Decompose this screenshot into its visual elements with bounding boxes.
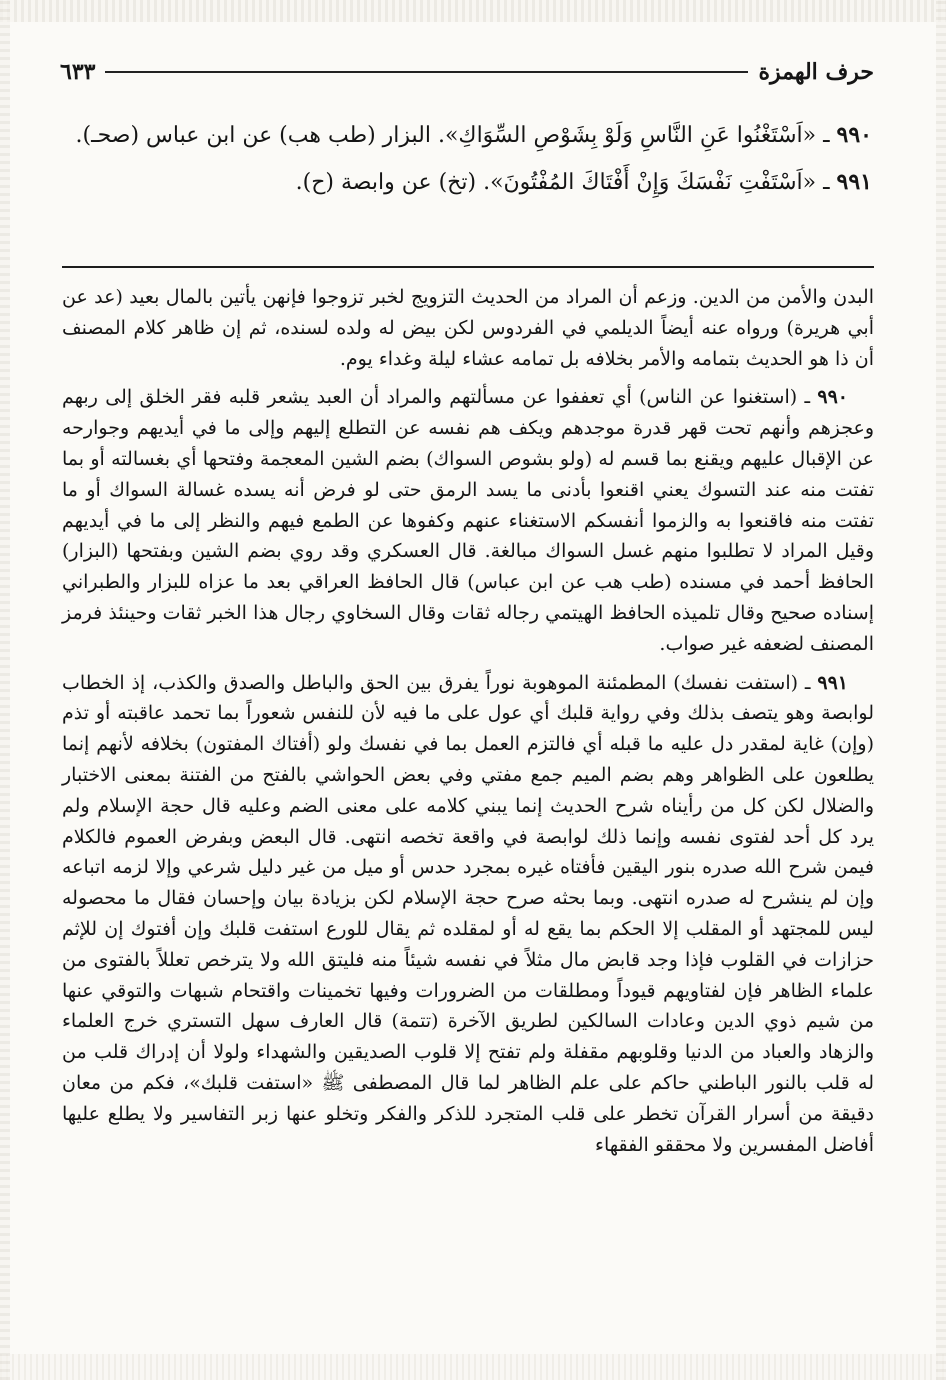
- hadith-body: ـ «اَسْتَغْنُوا عَنِ النَّاسِ وَلَوْ بِشَوْصِ السِّوَاكِ». البزار (طب هب) عن ابن عباس (صحـ).: [75, 123, 837, 148]
- commentary-body: ـ (استغنوا عن الناس) أي تعففوا عن مسألتهم والمراد أن العبد يشعر قلبه فقر الخلق إلى ربهم وعجزهم وأنهم تحت قهر قدرة موجدهم ويكف هم نفسه عن التطلع إليهم وإلى ما في أيديهم وجوارحه عن الإقبال عليهم ويقنع بما قسم له (ولو بشوص السواك) بضم الشين المعجمة وفتحها أي بغسالته أو بما تفتت منه عند التسوك يعني اقنعوا بأدنى ما يسد الرمق حتى لو فرض أنه يسده غسالة السواك أو ما تفتت منه فاقنعوا به والزموا أنفسكم الاستغناء عنهم وكفوها عن الطمع فيهم والنظر إلى ما في أيديهم وقيل المراد لا تطلبوا منهم غسل السواك مبالغة. قال العسكري وقد روي بضم الشين وبفتحها (البزار) الحافظ أحمد في مسنده (طب هب عن ابن عباس) قال الحافظ العراقي بعد ما عزاه للبزار والطبراني إسناده صحيح وقال تلميذه الحافظ الهيتمي رجاله ثقات وقال السخاوي رجال هذا الخبر ثقات وحينئذ فرمز المصنف لضعفه غير صواب.: [62, 386, 874, 655]
- commentary-990: [62, 382, 874, 659]
- hadith-991: [62, 159, 872, 206]
- commentary-991: [62, 668, 874, 1161]
- running-header: [60, 54, 874, 90]
- hadith-number: ٩٩١: [836, 169, 872, 195]
- chapter-title: حرف الهمزة: [758, 59, 874, 85]
- page-edge-left: [0, 0, 10, 1380]
- commentary-block: [62, 282, 874, 1168]
- hadith-number: ٩٩٠: [836, 122, 872, 148]
- header-rule: [105, 71, 748, 73]
- page-number: ٦٣٣: [60, 59, 96, 85]
- hadith-body: ـ «اَسْتَفْتِ نَفْسَكَ وَإِنْ أَفْتَاكَ المُفْتُونَ». (تخ) عن وابصة (ح).: [295, 170, 837, 195]
- commentary-intro: البدن والأمن من الدين. وزعم أن المراد من الحديث التزويج لخبر تزوجوا فإنهن يأتين بالمال بعيد (عد عن أبي هريرة) ورواه عنه أيضاً الديلمي في الفردوس لكن بيض له ولده لسنده، ثم إن ظاهر كلام المصنف أن ذا هو الحديث بتمامه والأمر بخلافه بل تمامه عشاء ليلة وغداء يوم.: [62, 286, 874, 370]
- page-edge-top: [0, 0, 946, 22]
- section-divider: [62, 266, 874, 268]
- commentary-number: ٩٩١: [817, 671, 848, 694]
- hadith-990: [62, 112, 872, 159]
- commentary-body: ـ (استفت نفسك) المطمئنة الموهوبة نوراً يفرق بين الحق والباطل والصدق والكذب، إذ الخطاب لوابصة وهو يتصف بذلك وفي رواية قلبك أي عول على ما فيه لأن للنفس شعوراً بما تحمد عاقبته أو تذم (وإن) غاية لمقدر دل عليه ما قبله أي فالتزم العمل بما في نفسك ولو (أفتاك المفتون) بخلافه لأنهم إنما يطلعون على الظواهر وهم بضم الميم جمع مفتي وفي بعض الحواشي بالفتح من الفتنة بمعنى الاختبار والضلال لكن كل من رأيناه شرح الحديث إنما يبني كلامه على معنى الضم وعليه قال حجة الإسلام ولم يرد كل أحد لفتوى نفسه وإنما ذلك لوابصة في واقعة تخصه انتهى. قال البعض وبفرض العموم فالكلام فيمن شرح الله صدره بنور اليقين فأفتاه غيره بمجرد حدس أو ميل من غير دليل شرعي وإلا لزمه اتباعه وإن لم ينشرح له صدره انتهى. وبما بحثه صرح حجة الإسلام لكن بزيادة بيان وإحسان فقال ما محصوله ليس للمجتهد أو المقلب إلا الحكم بما يقع له أو لمقلده ثم يقال للورع استفت قلبك وإن أفتوك إن للإثم حزازات في القلوب فإذا وجد قابض مال مثلاً في نفسه شيئاً منه فليتق الله ولا يترخص تعللاً بالفتوى من علماء الظاهر فإن لفتاويهم قيوداً ومطلقات من الضرورات وفيها تخمينات واقتحام شبهات والتوقي عنها من شيم ذوي الدين وعادات السالكين لطريق الآخرة (تتمة) قال العارف سهل التستري خرج العلماء والزهاد والعباد من الدنيا وقلوبهم مقفلة ولم تفتح إلا قلوب الصديقين والشهداء ولولا أن إدراك قلب من له قلب بالنور الباطني حاكم على علم الظاهر لما قال المصطفى ﷺ «استفت قلبك»، فكم من معان دقيقة من أسرار القرآن تخطر على قلب المتجرد للذكر والفكر وتخلو عنها زبر التفاسير ولا يطلع عليها أفاضل المفسرين ولا محققو الفقهاء: [62, 671, 874, 1156]
- hadith-text-block: [62, 112, 872, 206]
- page-edge-right: [936, 0, 946, 1380]
- page-edge-bottom: [0, 1354, 946, 1380]
- commentary-number: ٩٩٠: [817, 386, 848, 409]
